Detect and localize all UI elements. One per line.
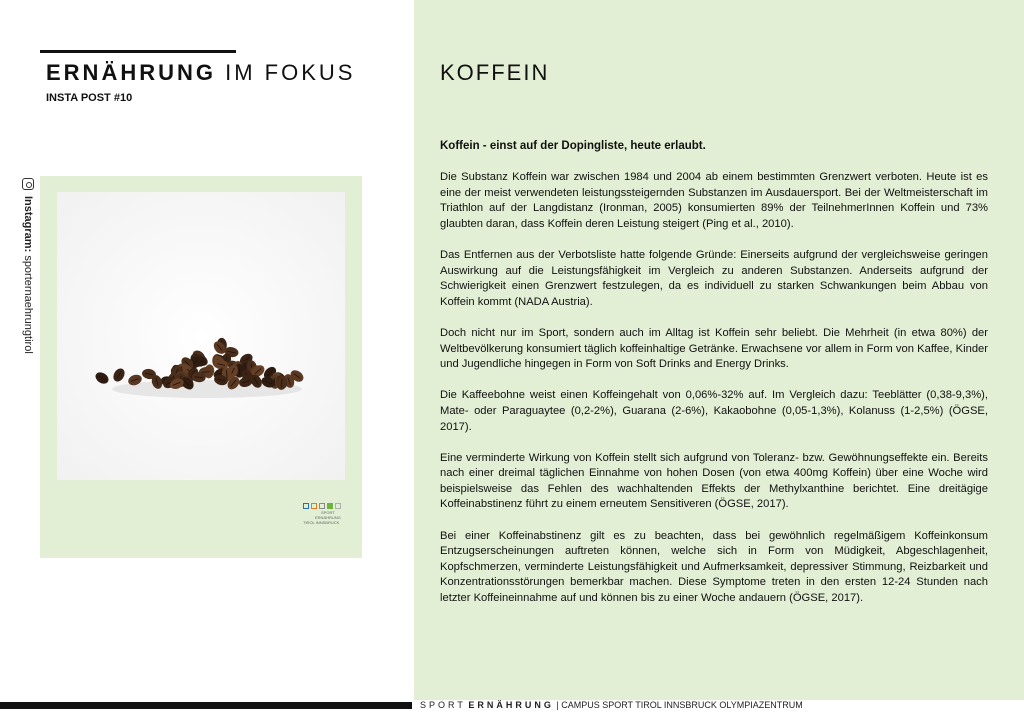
footer-rule <box>0 702 412 709</box>
paragraph: Die Substanz Koffein war zwischen 1984 und 2004 ab einem bestimmten Grenzwert verboten. Heute ist es eine der meist verwendeten leistungssteigernden Substanzen im Ausdauersport. Bei der Weltmeisterschaft im Triathlon auf der Langdistanz (Ironman, 2005) konsumierten 89% der TeilnehmerInnen Koffein und 73% glaubten daran, dass Koffein deren Leistung steigert (Ping et al., 2010). <box>440 171 988 230</box>
logo-text-3 <box>303 520 339 525</box>
article-headline: Koffein - einst auf der Dopingliste, heute erlaubt. <box>440 140 706 152</box>
logo-square-3 <box>319 503 325 509</box>
logo-line3: TIROL INNSBRUCK <box>303 520 340 525</box>
logo-square-5 <box>335 503 341 509</box>
paragraph: Eine verminderte Wirkung von Koffein stellt sich aufgrund von Toleranz- bzw. Gewöhnungseffekte ein. Bereits nach einer dreimal täglichen Einnahme von hohen Dosen (von etwa 400mg Koffein) über eine Woche wird beispielsweise das Fehlen des wachhaltenden Effekts der Methylxanthine berichtet. Eine dreitägige Koffeinabstinenz führt zu einem erneutem Sensitiveren (ÖGSE, 2017). <box>440 451 988 511</box>
header-rule <box>40 50 236 53</box>
paragraph: Bei einer Koffeinabstinenz gilt es zu beachten, dass bei gewöhnlich regelmäßigem Koffeinkonsum Entzugserscheinungen auftreten können, welche sich in Form von Müdigkeit, Abgeschlagenheit, Kopfschmerzen, verminderte Leistungsfähigkeit und Aufmerksamkeit, depressiver Stimmung, Reizbarkeit und Konzentrationsstörungen bemerkbar machen. Diese Symptome treten in den ersten 12-24 Stunden nach letzter Koffeineinnahme auf und können bis zu einer Woche andauern (ÖGSE, 2017). <box>440 529 988 605</box>
sport-logo <box>303 503 343 525</box>
logo-line1: SPORT <box>321 510 335 515</box>
logo-square-4 <box>327 503 333 509</box>
logo-line2: ERNÄHRUNG <box>315 515 341 520</box>
logo-square-2 <box>311 503 317 509</box>
instagram-handle <box>22 196 34 354</box>
footer-campus: | CAMPUS SPORT TIROL INNSBRUCK OLYMPIAZENTRUM <box>556 700 803 710</box>
footer <box>420 700 803 710</box>
paragraph: Die Kaffeebohne weist einen Koffeingehalt von 0,06%-32% auf. Im Vergleich dazu: Teeblätter (0,38-9,3%), Mate- oder Paraguaytee (0,2-2%), Guarana (2-6%), Kakaobohne (0,05-1,3%), Kolanuss (1-2,5%) (ÖGSE, 2017). <box>440 389 988 433</box>
footer-sport: SPORT <box>420 700 466 710</box>
series-title-bold: ERNÄHRUNG <box>46 60 216 85</box>
instagram-label: Instagram: <box>22 196 34 253</box>
coffee-beans-photo <box>57 192 345 480</box>
paragraph: Doch nicht nur im Sport, sondern auch im Alltag ist Koffein sehr beliebt. Die Mehrheit (in etwa 80%) der Weltbevölkerung konsumiert täglich koffeinhaltige Getränke. Erwachsene vor allem in Form von Kaffee, Kinder und Jugendliche hingegen in Form von Soft Drinks and Energy Drinks. <box>440 326 988 371</box>
paragraph: Das Entfernen aus der Verbotsliste hatte folgende Gründe: Einerseits aufgrund der vergleichsweise geringen Auswirkung auf die Leistungsfähigkeit im Vergleich zu anderen Substanzen. Anderseits aufgrund der Schwierigkeit einen Grenzwert festzulegen, da es individuell zu starken Schwankungen beim Abbau von Koffein kommt (NADA Austria). <box>440 248 988 308</box>
coffee-beans-image <box>57 192 345 480</box>
post-label: INSTA POST #10 <box>46 92 133 104</box>
instagram-handle-text: sporternaehrungtirol <box>22 255 34 354</box>
footer-ernaehrung: ERNÄHRUNG <box>468 700 554 710</box>
logo-square-1 <box>303 503 309 509</box>
instagram-icon <box>22 178 34 190</box>
series-title <box>46 60 355 86</box>
article-body <box>440 170 988 622</box>
article-title: KOFFEIN <box>440 60 550 85</box>
series-title-light: IM FOKUS <box>225 60 356 85</box>
